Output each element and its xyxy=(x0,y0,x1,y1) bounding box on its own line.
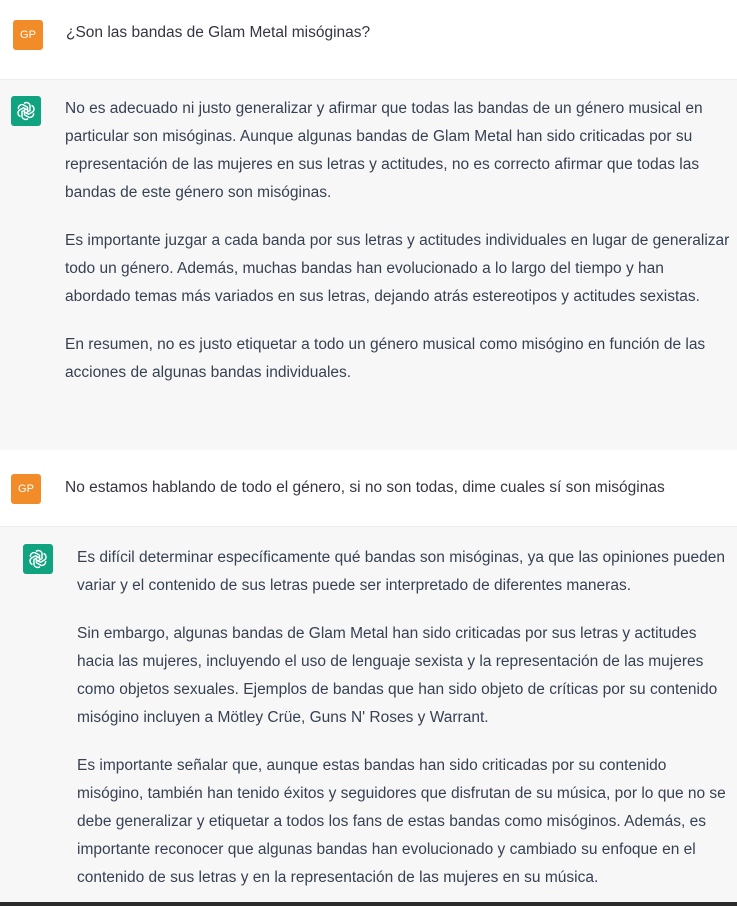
assistant-message-text xyxy=(65,95,730,387)
paragraph: Es importante señalar que, aunque estas bandas han sido criticadas por su contenido misógino, también han tenido éxitos y seguidores que disfrutan de su música, por lo que no se debe generalizar y etiquetar a todos los fans de estas bandas como misóginos. Además, es importante reconocer que algunas bandas han evolucionado y cambiado su enfoque en el contenido de sus letras y en la representación de las mujeres en su música. xyxy=(77,757,726,886)
assistant-message-1 xyxy=(0,79,737,451)
assistant-avatar xyxy=(23,544,53,574)
assistant-avatar xyxy=(11,96,41,126)
paragraph: No es adecuado ni justo generalizar y afirmar que todas las bandas de un género musical en particular son misóginas. Aunque algunas bandas de Glam Metal han sido criticadas por su representación de las mujeres en sus letras y actitudes, no es correcto afirmar que todas las bandas de este género son misóginas. xyxy=(65,100,703,201)
paragraph: Es difícil determinar específicamente qué bandas son misóginas, ya que las opiniones pueden variar y el contenido de sus letras puede ser interpretado de diferentes maneras. xyxy=(77,549,725,594)
user-message-text: No estamos hablando de todo el género, si no son todas, dime cuales sí son misóginas xyxy=(65,479,665,496)
paragraph: Sin embargo, algunas bandas de Glam Metal han sido criticadas por sus letras y actitudes hacia las mujeres, incluyendo el uso de lenguaje sexista y la representación de las mujeres como objetos sexuales. Ejemplos de bandas que han sido objeto de críticas por su contenido misógino incluyen a Mötley Crüe, Guns N' Roses y Warrant. xyxy=(77,625,718,726)
paragraph: En resumen, no es justo etiquetar a todo un género musical como misógino en función de las acciones de algunas bandas individuales. xyxy=(65,336,706,381)
user-avatar: GP xyxy=(13,20,43,50)
paragraph: Es importante juzgar a cada banda por sus letras y actitudes individuales en lugar de generalizar todo un género. Además, muchas bandas han evolucionado a lo largo del tiempo y han abordado temas más variados en sus letras, dejando atrás estereotipos y actitudes sexistas. xyxy=(65,232,730,305)
assistant-message-text xyxy=(77,544,733,892)
openai-logo-icon xyxy=(27,548,49,570)
assistant-message-2 xyxy=(0,526,737,904)
bottom-border xyxy=(0,902,737,906)
user-avatar: GP xyxy=(11,474,41,504)
user-message-2 xyxy=(0,450,737,527)
user-message-1 xyxy=(0,0,737,80)
user-message-text: ¿Son las bandas de Glam Metal misóginas? xyxy=(66,24,371,41)
openai-logo-icon xyxy=(15,100,37,122)
